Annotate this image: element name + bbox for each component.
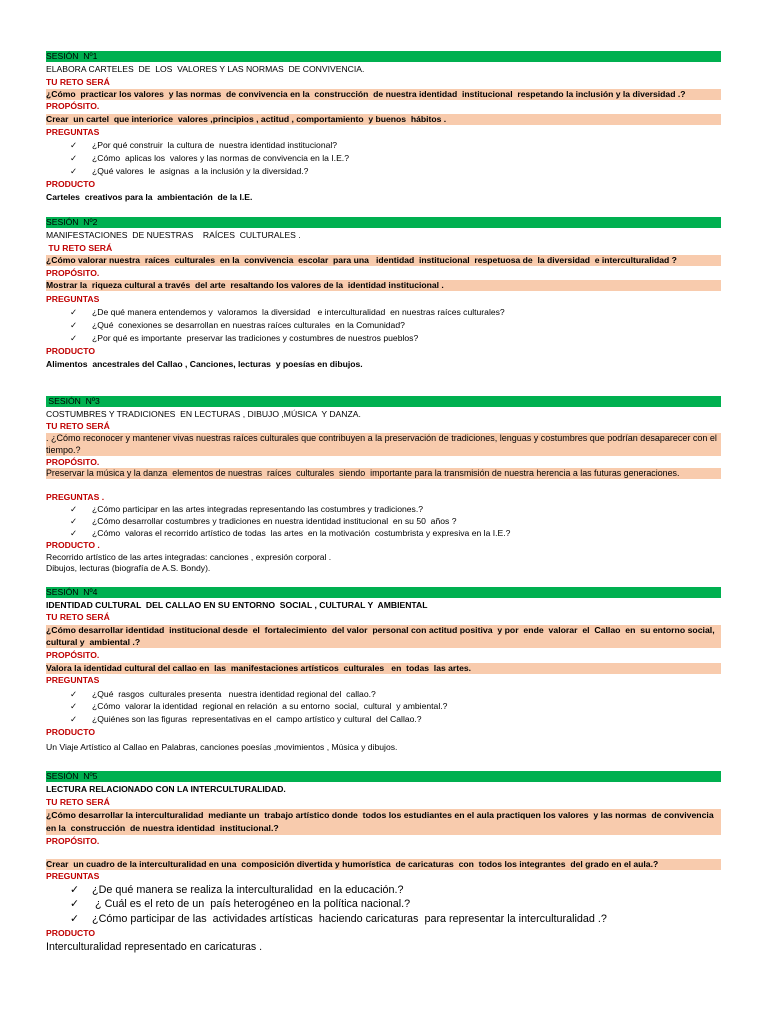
- session-2-producto: Alimentos ancestrales del Callao , Canciones, lecturas y poesías en dibujos.: [46, 359, 363, 369]
- check-icon: ✓: [70, 884, 80, 896]
- session-1-question: ✓ ¿Qué valores le asignas a la inclusión y la diversidad.?: [70, 166, 309, 176]
- session-2-producto-label: PRODUCTO: [46, 346, 96, 356]
- session-1-producto: Carteles creativos para la ambientación de la I.E.: [46, 192, 253, 202]
- session-3-proposito-label: PROPÓSITO.: [46, 457, 100, 467]
- session-3-question: ✓ ¿Cómo participar en las artes integradas representando las costumbres y tradiciones.?: [70, 504, 424, 514]
- session-5-question: ✓ ¿De qué manera se realiza la interculturalidad en la educación.?: [70, 884, 404, 896]
- check-icon: ✓: [70, 913, 80, 925]
- check-icon: ✓: [70, 140, 78, 150]
- session-2-question: ✓ ¿De qué manera entendemos y valoramos la diversidad e interculturalidad en nuestras raíces culturales?: [70, 307, 505, 317]
- session-4-reto: ¿Cómo desarrollar identidad institucional desde el fortalecimiento del valor personal con actitud positiva y por ende valorar el Callao en su entorno social, cultural y ambiental .?: [46, 625, 720, 647]
- check-icon: ✓: [70, 516, 78, 526]
- session-4-producto: Un Viaje Artístico al Callao en Palabras, canciones poesías ,movimientos , Música y dibujos.: [46, 742, 398, 752]
- check-icon: ✓: [70, 333, 78, 343]
- check-icon: ✓: [70, 714, 78, 724]
- session-2-reto: ¿Cómo valorar nuestra raíces culturales en la convivencia escolar para una identidad institucional respetuosa de la diversidad e interculturalidad ?: [46, 255, 721, 266]
- session-2-reto-label: TU RETO SERÁ: [46, 243, 113, 253]
- check-icon: ✓: [70, 320, 78, 330]
- session-5-producto-label: PRODUCTO: [46, 928, 96, 938]
- session-2-question: ✓ ¿Por qué es importante preservar las tradiciones y costumbres de nuestros pueblos?: [70, 333, 419, 343]
- session-4-header: SESIÓN Nº4: [46, 587, 721, 598]
- session-4-question: ✓ ¿Quiénes son las figuras representativas en el campo artístico y cultural del Callao.?: [70, 714, 422, 724]
- session-3-reto: . ¿Cómo reconocer y mantener vivas nuestras raíces culturales que contribuyen a la preservación de tradiciones, lenguas y costumbres que podrían desaparecer con el tiempo.?: [46, 433, 720, 455]
- session-4-preguntas-label: PREGUNTAS: [46, 675, 100, 685]
- check-icon: ✓: [70, 504, 78, 514]
- check-icon: ✓: [70, 689, 78, 699]
- session-1-reto-label: TU RETO SERÁ: [46, 77, 110, 87]
- session-5-reto-label: TU RETO SERÁ: [46, 797, 110, 807]
- session-3-preguntas-label: PREGUNTAS .: [46, 492, 105, 502]
- session-3-question: ✓ ¿Cómo valoras el recorrido artístico de todas las artes en la motivación costumbrista y expresiva en la I.E.?: [70, 528, 511, 538]
- session-3-question: ✓ ¿Cómo desarrollar costumbres y tradiciones en nuestra identidad institucional en su 50 años ?: [70, 516, 457, 526]
- session-2-proposito: Mostrar la riqueza cultural a través del arte resaltando los valores de la identidad institucional .: [46, 280, 721, 291]
- session-5-producto: Interculturalidad representado en caricaturas .: [46, 941, 263, 953]
- session-1-reto: ¿Cómo practicar los valores y las normas de convivencia en la construcción de nuestra identidad institucional respetando la inclusión y la diversidad .?: [46, 89, 721, 100]
- session-4-reto-label: TU RETO SERÁ: [46, 612, 110, 622]
- session-4-proposito-label: PROPÓSITO.: [46, 650, 100, 660]
- session-3-producto: Recorrido artístico de las artes integradas: canciones , expresión corporal .: [46, 552, 332, 562]
- session-1-question: ✓ ¿Cómo aplicas los valores y las normas de convivencia en la I.E.?: [70, 153, 349, 163]
- check-icon: ✓: [70, 898, 80, 910]
- session-4-question: ✓ ¿Cómo valorar la identidad regional en relación a su entorno social, cultural y ambiental.?: [70, 701, 448, 711]
- session-2-proposito-label: PROPÓSITO.: [46, 268, 100, 278]
- session-5-reto: ¿Cómo desarrollar la interculturalidad mediante un trabajo artístico donde todos los estudiantes en el aula practiquen los valores y las normas de convivencia en la construcción de nuestra identidad institucional.?: [46, 809, 721, 835]
- session-1-header: SESIÓN Nº1: [46, 51, 721, 62]
- session-4-question: ✓ ¿Qué rasgos culturales presenta nuestra identidad regional del callao.?: [70, 689, 376, 699]
- session-5-preguntas-label: PREGUNTAS: [46, 871, 100, 881]
- session-2-header: SESIÓN Nº2: [46, 217, 721, 228]
- session-1-proposito: Crear un cartel que interiorice valores ,principios , actitud , comportamiento y buenos hábitos .: [46, 114, 721, 125]
- session-2-preguntas-label: PREGUNTAS: [46, 294, 100, 304]
- session-4-title: IDENTIDAD CULTURAL DEL CALLAO EN SU ENTORNO SOCIAL , CULTURAL Y AMBIENTAL: [46, 600, 428, 610]
- check-icon: ✓: [70, 153, 78, 163]
- session-5-question: ✓ ¿Cómo participar de las actividades artísticas haciendo caricaturas para representar la interculturalidad .?: [70, 913, 607, 925]
- session-3-producto-label: PRODUCTO .: [46, 540, 100, 550]
- check-icon: ✓: [70, 307, 78, 317]
- session-1-preguntas-label: PREGUNTAS: [46, 127, 100, 137]
- session-5-proposito: Crear un cuadro de la interculturalidad en una composición divertida y humorística de caricaturas con todos los integrantes del grado en el aula.?: [46, 859, 721, 870]
- session-3-title: COSTUMBRES Y TRADICIONES EN LECTURAS , DIBUJO ,MÚSICA Y DANZA.: [46, 409, 361, 419]
- session-1-title: ELABORA CARTELES DE LOS VALORES Y LAS NORMAS DE CONVIVENCIA.: [46, 64, 365, 74]
- check-icon: ✓: [70, 528, 78, 538]
- session-5-question: ✓ ¿ Cuál es el reto de un país heterogéneo en la política nacional.?: [70, 898, 411, 910]
- session-3-proposito: Preservar la música y la danza elementos de nuestras raíces culturales siendo importante para la transmisión de nuestra herencia a las futuras generaciones.: [46, 468, 721, 479]
- check-icon: ✓: [70, 701, 78, 711]
- session-3-producto-2: Dibujos, lecturas (biografía de A.S. Bondy).: [46, 563, 211, 573]
- session-1-producto-label: PRODUCTO: [46, 179, 96, 189]
- session-1-question: ✓ ¿Por qué construir la cultura de nuestra identidad institucional?: [70, 140, 338, 150]
- session-3-header: SESIÓN Nº3: [46, 396, 721, 407]
- session-2-question: ✓ ¿Qué conexiones se desarrollan en nuestras raíces culturales en la Comunidad?: [70, 320, 405, 330]
- check-icon: ✓: [70, 166, 78, 176]
- session-5-proposito-label: PROPÓSITO.: [46, 836, 100, 846]
- session-2-title: MANIFESTACIONES DE NUESTRAS RAÍCES CULTURALES .: [46, 230, 301, 240]
- session-4-proposito: Valora la identidad cultural del callao en las manifestaciones artísticos culturales en todas las artes.: [46, 663, 721, 674]
- session-1-proposito-label: PROPÓSITO.: [46, 101, 100, 111]
- session-3-reto-label: TU RETO SERÁ: [46, 421, 110, 431]
- session-4-producto-label: PRODUCTO: [46, 727, 96, 737]
- session-5-title: LECTURA RELACIONADO CON LA INTERCULTURALIDAD.: [46, 784, 286, 794]
- session-5-header: SESIÓN Nº5: [46, 771, 721, 782]
